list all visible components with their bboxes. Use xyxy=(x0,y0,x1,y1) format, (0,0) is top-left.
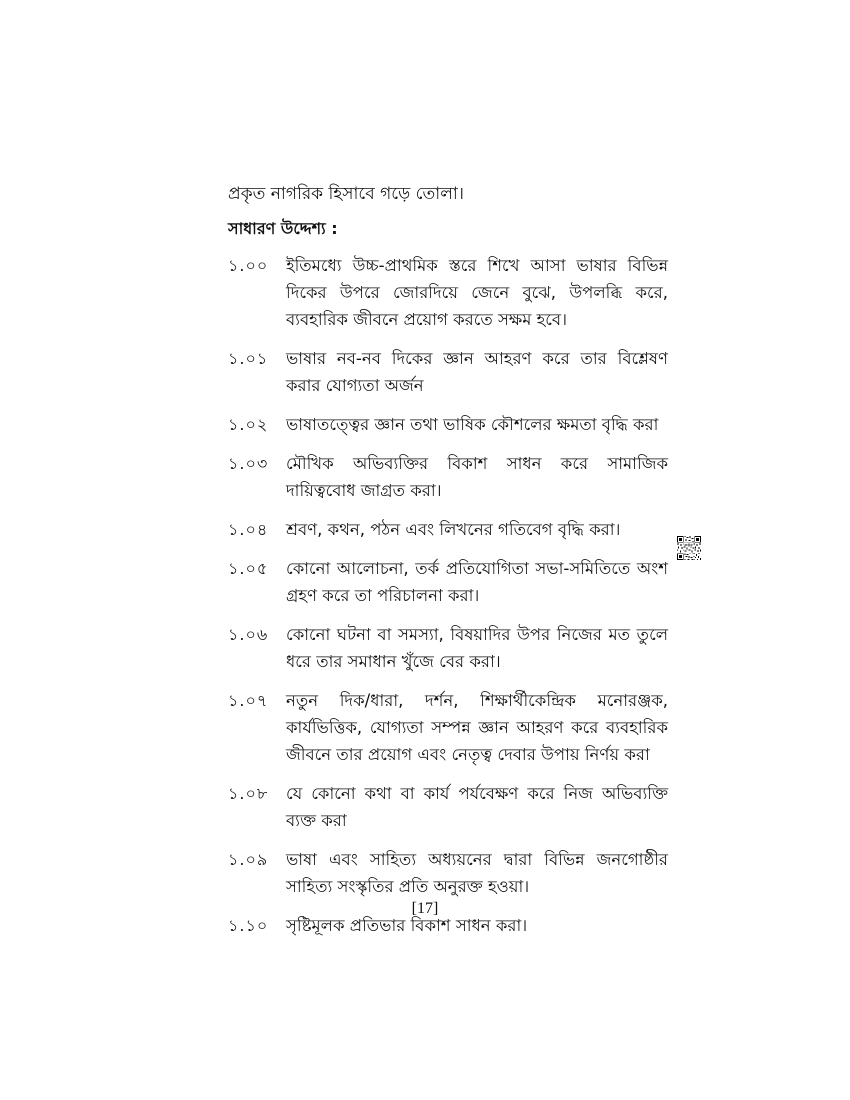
objective-number: ১.০১ xyxy=(228,349,269,368)
objective-text: ভাষাতত্ত্বের জ্ঞান তথা ভাষিক কৌশলের ক্ষমতা বৃদ্ধি করা xyxy=(286,415,659,434)
objective-item xyxy=(228,252,668,333)
objective-item xyxy=(228,780,668,834)
objective-number: ১.০৯ xyxy=(228,850,269,869)
objective-text: সৃষ্টিমূলক প্রতিভার বিকাশ সাধন করা। xyxy=(286,916,528,935)
objective-text: কোনো ঘটনা বা সমস্যা, বিষয়াদির উপর নিজের মত তুলে ধরে তার সমাধান খুঁজে বের করা। xyxy=(286,625,668,671)
objective-number: ১.০৭ xyxy=(228,691,269,710)
objective-text: নতুন দিক/ধারা, দর্শন, শিক্ষার্থীকেন্দ্রিক মনোরঞ্জক, কার্যভিত্তিক, যোগ্যতা সম্পন্ন জ্ঞান আহরণ করে ব্যবহারিক জীবনে তার প্রয়োগ এবং নেতৃত্ব দেবার উপায় নির্ণয় করা xyxy=(286,691,668,764)
objective-number: ১.০৫ xyxy=(228,559,269,578)
objective-item xyxy=(228,345,668,399)
objective-text: শ্রবণ, কথন, পঠন এবং লিখনের গতিবেগ বৃদ্ধি করা। xyxy=(286,520,621,539)
objective-number: ১.০৬ xyxy=(228,625,269,644)
qr-code-icon xyxy=(677,536,701,560)
objective-item xyxy=(228,621,668,675)
objective-number: ১.০৮ xyxy=(228,784,269,803)
objective-number: ১.০২ xyxy=(228,415,269,434)
objective-text: যে কোনো কথা বা কার্য পর্যবেক্ষণ করে নিজ অভিব্যক্তি ব্যক্ত করা xyxy=(286,784,668,830)
page-number: [17] xyxy=(411,900,439,917)
intro-text: প্রকৃত নাগরিক হিসাবে গড়ে তোলা। xyxy=(228,184,464,204)
objectives-list xyxy=(228,252,668,951)
objective-item xyxy=(228,846,668,900)
objective-text: ইতিমধ্যে উচ্চ-প্রাথমিক স্তরে শিখে আসা ভাষার বিভিন্ন দিকের উপরে জোরদিয়ে জেনে বুঝে, উপলব্ধি করে, ব্যবহারিক জীবনে প্রয়োগ করতে সক্ষম হবে। xyxy=(286,256,668,329)
objective-number: ১.০৪ xyxy=(228,520,269,539)
objective-number: ১.১০ xyxy=(228,916,269,935)
objective-number: ১.০৩ xyxy=(228,454,269,473)
objective-text: ভাষা এবং সাহিত্য অধ্যয়নের দ্বারা বিভিন্ন জনগোষ্ঠীর সাহিত্য সংস্কৃতির প্রতি অনুরক্ত হওয়া। xyxy=(286,850,668,896)
objective-number: ১.০০ xyxy=(228,256,269,275)
objective-item xyxy=(228,516,668,543)
objective-item xyxy=(228,555,668,609)
objective-text: কোনো আলোচনা, তর্ক প্রতিযোগিতা সভা-সমিতিতে অংশ গ্রহণ করে তা পরিচালনা করা। xyxy=(286,559,668,605)
section-heading: সাধারণ উদ্দেশ্য : xyxy=(228,219,338,238)
objective-item xyxy=(228,687,668,768)
objective-text: ভাষার নব-নব দিকের জ্ঞান আহরণ করে তার বিশ্লেষণ করার যোগ্যতা অর্জন xyxy=(286,349,668,395)
objective-text: মৌখিক অভিব্যক্তির বিকাশ সাধন করে সামাজিক দায়িত্ববোধ জাগ্রত করা। xyxy=(286,454,668,500)
objective-item xyxy=(228,411,668,438)
objective-item xyxy=(228,450,668,504)
